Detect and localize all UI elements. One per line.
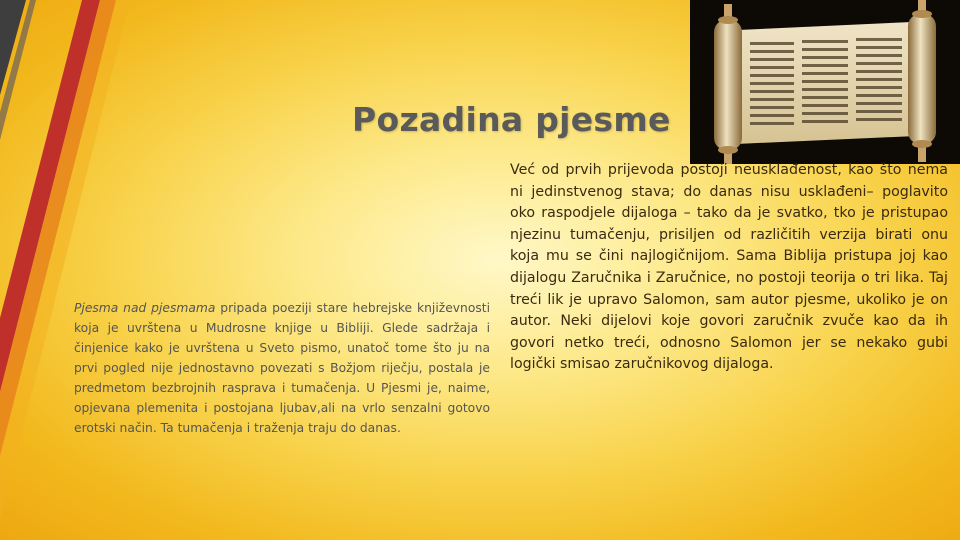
left-paragraph [74,298,490,438]
torah-scroll-image [690,0,960,164]
left-paragraph-italic-lead: Pjesma nad pjesmama [74,301,216,315]
right-paragraph: Već od prvih prijevoda postoji neusklađenost, kao što nema ni jedinstvenog stava; do danas nisu usklađeni– poglavito oko raspodjele dijaloga – tako da je svatko, tko je pristupao njezinu tumačenju, prisiljen od različitih verzija birati onu koja mu se čini najlogičnijom. Sama Biblija pristupa joj kao dijalogu Zaručnika i Zaručnice, no postoji teorija o tri lika. Taj treći lik je upravo Salomon, sam autor pjesme, ukoliko je on autor. Neki dijelovi koje govori zaručnik zvuče kao da ih govori netko treći, odnosno Salomon jer se nekako gubi logički smisao zaručnikovog dijaloga. [510,162,948,373]
scroll-illustration [690,0,960,164]
left-paragraph-body: pripada poeziji stare hebrejske književnosti koja je uvrštena u Mudrosne knjige u Bibliji. Glede sadržaja i činjenice kako je uvrštena u Sveto pismo, unatoč tome što ju na prvi pogled nije jednostavno povezati s Božjom riječju, postala je predmetom bezbrojnih rasprava i tumačenja. U Pjesmi je, naime, opjevana plemenita i postojana ljubav,ali na vrlo senzalni gotovo erotski način. Ta tumačenja i traženja traju do danas. [74,301,490,435]
slide-title: Pozadina pjesme [352,100,671,139]
decorative-stripes [0,0,140,540]
